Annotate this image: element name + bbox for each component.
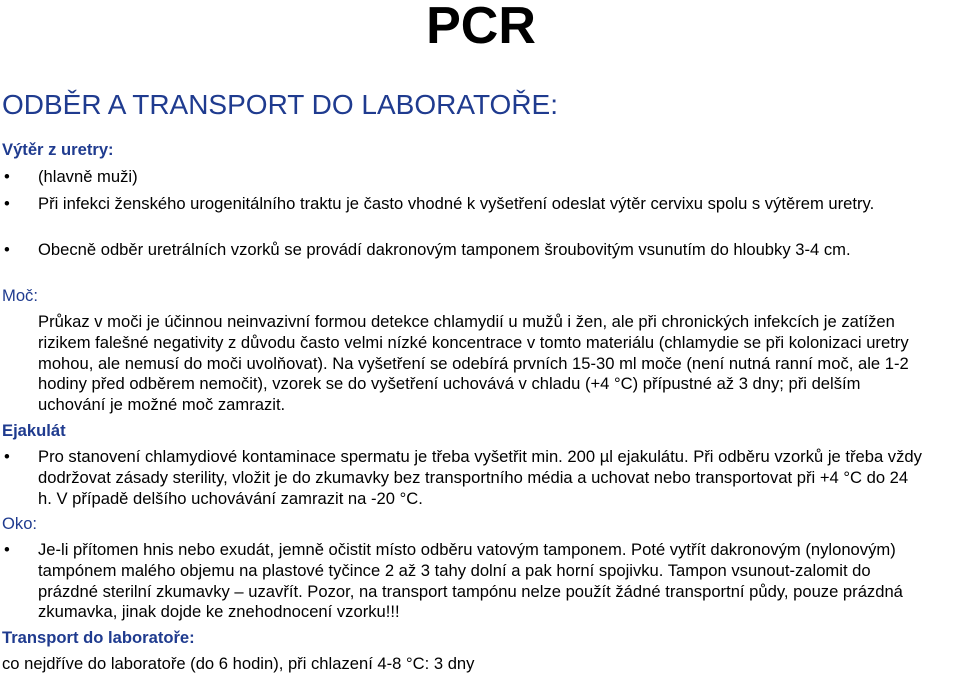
transport-text: co nejdříve do laboratoře (do 6 hodin), při chlazení 4-8 °C: 3 dny [2,654,475,673]
bullet-icon: • [4,447,10,466]
list-item-text: Pro stanovení chlamydiové kontaminace spermatu je třeba vyšetřit min. 200 µl ejakulátu. Při odběru vzorků je třeba vždy dodržovat zásady sterility, vložit je do zkumavky bez transportního média a uchovat nebo transportovat při +4 °C do 24 h. V případě delšího uchovávání zamrazit na -20 °C. [38,447,922,508]
bullet-icon: • [4,240,10,259]
heading-ejakulat: Ejakulát [2,421,66,440]
heading-vyter: Výtěr z uretry: [2,140,114,159]
bullet-icon: • [4,194,10,213]
bullet-icon: • [4,167,10,186]
list-item-text: Obecně odběr uretrálních vzorků se provádí dakronovým tamponem šroubovitým vsunutím do hloubky 3-4 cm. [38,240,851,259]
list-item-text: Při infekci ženského urogenitálního traktu je často vhodné k vyšetření odeslat výtěr cervixu spolu s výtěrem uretry. [38,194,875,213]
heading-moc: Moč: [2,286,38,305]
list-item-text: (hlavně muži) [38,167,138,186]
bullet-icon: • [4,540,10,559]
heading-transport: Transport do laboratoře: [2,628,195,647]
heading-oko: Oko: [2,514,38,533]
list-item-text: Je-li přítomen hnis nebo exudát, jemně očistit místo odběru vatovým tamponem. Poté vytřít dakronovým (nylonovým) tampónem malého objemu na plastové tyčince 2 až 3 tahy dolní a pak horní spojivku. Tampon vsunout-zalomit do prázdné sterilní zkumavky – uzavřít. Pozor, na transport tampónu nelze použít žádné transportní půdy, pouze prázdná zkumavka, jinak dojde ke znehodnocení vzorku!!! [38,540,903,622]
paragraph-moc: Průkaz v moči je účinnou neinvazivní formou detekce chlamydií u mužů i žen, ale při chronických infekcích je zatížen rizikem falešné negativity z důvodu často velmi nízké koncentrace v tomto materiálu (chlamydie se při kolonizaci uretry mohou, ale nemusí do moči uvolňovat). Na vyšetření se odebírá prvních 15-30 ml moče (není nutná ranní moč, ale 1-2 hodiny před odběrem nemočit), vzorek se do vyšetření uchovává v chladu (+4 °C) přípustné až 3 dny; při delším uchování je možné moč zamrazit. [38,312,909,415]
section-title: ODBĚR A TRANSPORT DO LABORATOŘE: [2,89,559,120]
page-title: PCR [426,0,536,55]
